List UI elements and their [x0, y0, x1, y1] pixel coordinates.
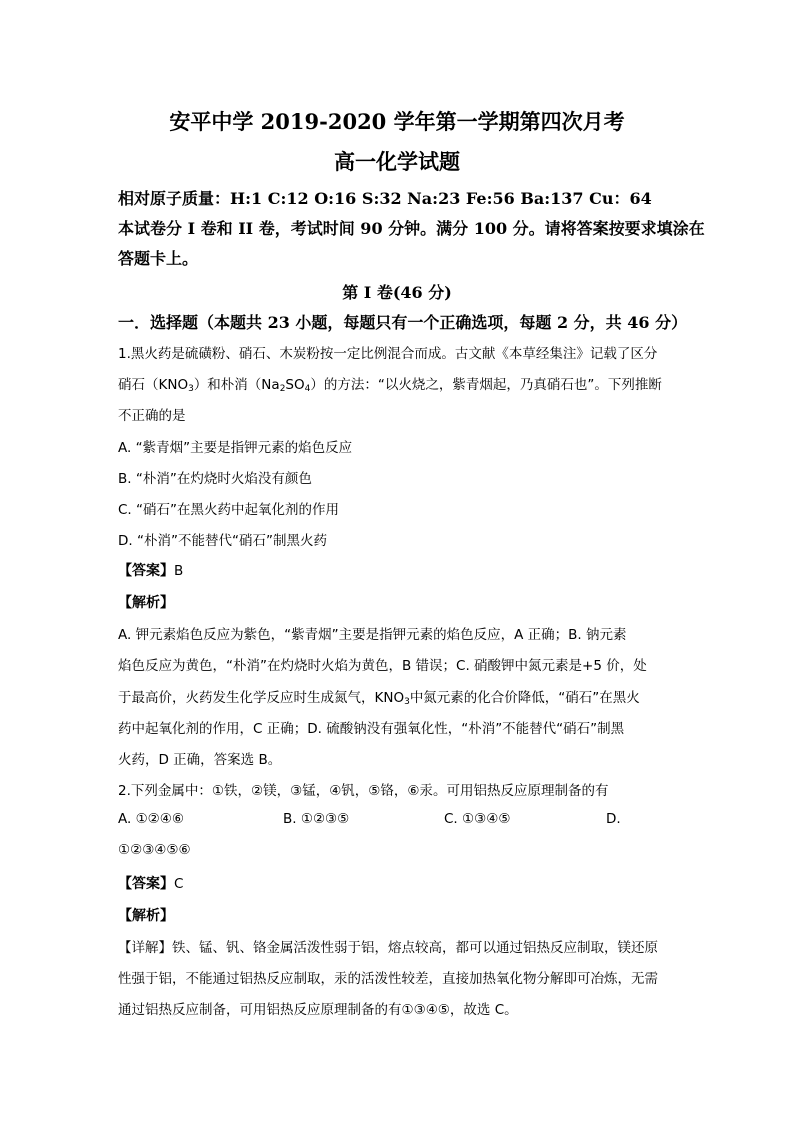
subscript: 4: [304, 384, 311, 394]
answer-label: 【答案】: [118, 876, 174, 892]
q2-option-d: D.: [606, 811, 621, 827]
q2-analysis-line-1: 【详解】铁、锰、钒、铬金属活泼性弱于铝，熔点较高，都可以通过铝热反应制取，镁还原: [118, 940, 658, 956]
subscript: 3: [188, 384, 194, 394]
q1-analysis-line-4: 药中起氧化剂的作用，C 正确；D. 硫酸钠没有强氧化性，“朴消”不能替代“硝石”制黑: [118, 721, 625, 737]
atomic-mass-line: 相对原子质量：H:1 C:12 O:16 S:32 Na:23 Fe:56 Ba:137 Cu：64: [118, 189, 652, 208]
answer-value: B: [174, 563, 184, 579]
q1-stem-text: ）的方法：“以火烧之，紫青烟起，乃真硝石也”。下列推断: [310, 377, 662, 393]
instructions-line-1: 本试卷分 I 卷和 II 卷，考试时间 90 分钟。满分 100 分。请将答案按要求填涂在: [118, 219, 705, 238]
subscript: 2: [279, 384, 286, 394]
answer-value: C: [174, 876, 184, 892]
answer-label: 【答案】: [118, 563, 174, 579]
q2-analysis-line-2: 性强于铝，不能通过铝热反应制取，汞的活泼性较差，直接加热氧化物分解即可冶炼，无需: [118, 971, 658, 987]
q1-stem-text: 硝石（KNO: [118, 377, 189, 393]
q2-analysis-line-3: 通过铝热反应制备，可用铝热反应原理制备的有①③④⑤，故选 C。: [118, 1002, 518, 1018]
q1-analysis-label: 【解析】: [118, 595, 174, 611]
q1-stem-text: SO: [285, 377, 305, 393]
exam-title: 安平中学 2019-2020 学年第一学期第四次月考: [169, 109, 625, 134]
q1-stem-line-1: 1.黑火药是硫磺粉、硝石、木炭粉按一定比例混合而成。古文献《本草经集注》记载了区分: [118, 346, 658, 362]
q1-option-d: D. “朴消”不能替代“硝石”制黑火药: [118, 533, 327, 549]
q2-stem: 2.下列金属中：①铁，②镁，③锰，④钒，⑤铬，⑥汞。可用铝热反应原理制备的有: [118, 783, 609, 799]
q1-analysis-text: 于最高价，火药发生化学反应时生成氮气，KNO: [118, 690, 405, 706]
section-title: 第 I 卷(46 分): [342, 283, 452, 302]
q1-stem-line-2: [118, 373, 662, 393]
q1-analysis-line-1: A. 钾元素焰色反应为紫色，“紫青烟”主要是指钾元素的焰色反应，A 正确；B. 钠元素: [118, 627, 627, 643]
q1-analysis-line-3: [118, 686, 640, 706]
q1-option-b: B. “朴消”在灼烧时火焰没有颜色: [118, 471, 312, 487]
q1-analysis-line-2: 焰色反应为黄色，“朴消”在灼烧时火焰为黄色，B 错误；C. 硝酸钾中氮元素是+5 价，处: [118, 658, 647, 674]
q1-answer: [118, 560, 183, 580]
q1-option-c: C. “硝石”在黑火药中起氧化剂的作用: [118, 502, 339, 518]
exam-subtitle: 高一化学试题: [334, 149, 460, 174]
section-heading: 一．选择题（本题共 23 小题，每题只有一个正确选项，每题 2 分，共 46 分）: [118, 313, 688, 332]
q1-analysis-text: 中氮元素的化合价降低，“硝石”在黑火: [409, 690, 640, 706]
q1-stem-text: ）和朴消（Na: [193, 377, 280, 393]
q2-option-d-continued: ①②③④⑤⑥: [118, 842, 191, 858]
q2-analysis-label: 【解析】: [118, 908, 174, 924]
q2-answer: [118, 873, 183, 893]
q1-analysis-line-5: 火药，D 正确，答案选 B。: [118, 752, 282, 768]
q2-option-a: A. ①②④⑥: [118, 811, 184, 827]
instructions-line-2: 答题卡上。: [118, 249, 199, 268]
subscript: 3: [404, 697, 410, 707]
q2-option-b: B. ①②③⑤: [283, 811, 350, 827]
q1-option-a: A. “紫青烟”主要是指钾元素的焰色反应: [118, 440, 353, 456]
q1-stem-line-3: 不正确的是: [118, 408, 186, 424]
q2-option-c: C. ①③④⑤: [444, 811, 511, 827]
